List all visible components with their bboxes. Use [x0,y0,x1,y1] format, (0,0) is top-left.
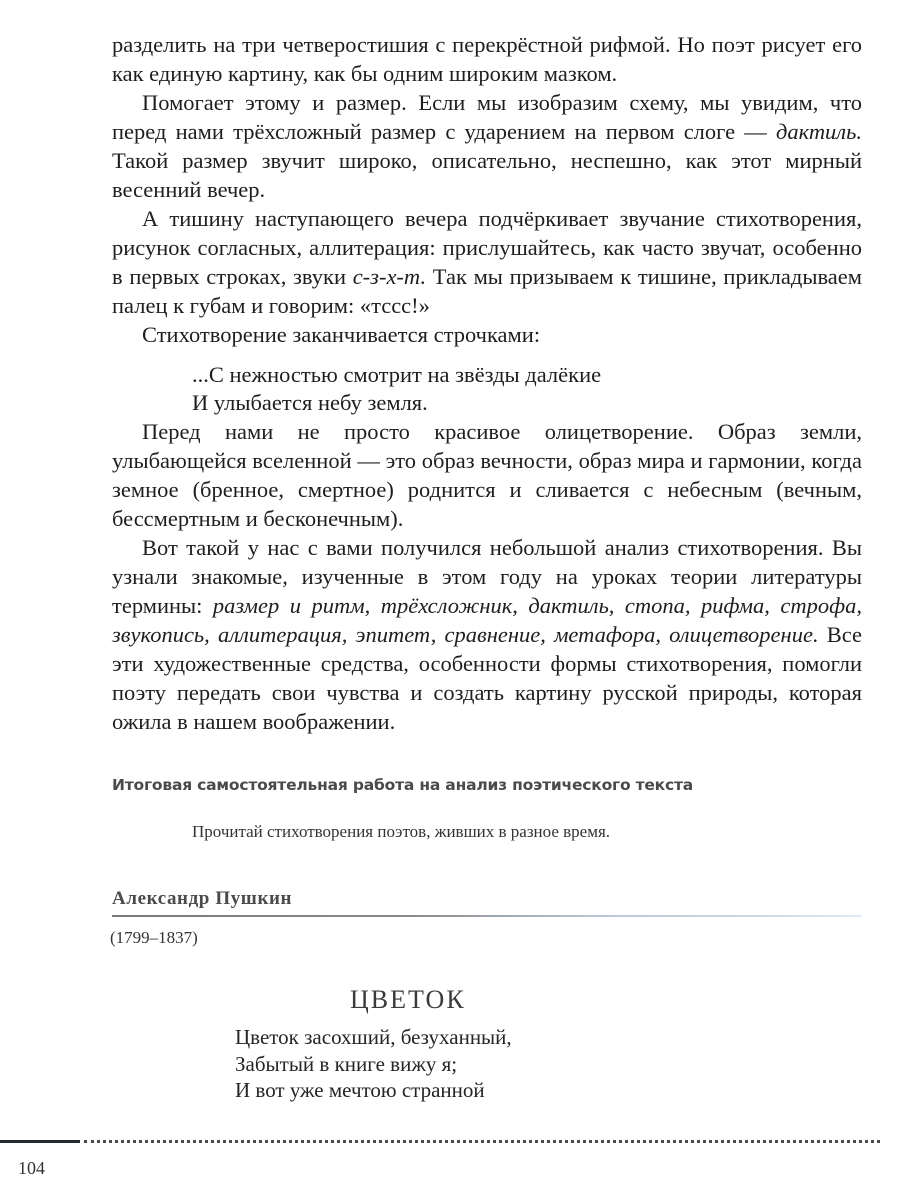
poem-text [235,1024,512,1104]
paragraph-3-text-end: Так мы призываем к тишине, прикладываем палец к губам и говорим: «тссс!» [112,264,862,318]
poem-line: И вот уже мечтою странной [235,1078,485,1102]
paragraph-2-text-end: Такой размер звучит широко, описательно, неспешно, как этот мирный весенний вечер. [112,148,862,202]
paragraph-3 [112,204,862,320]
author-divider [112,915,862,917]
paragraph-1-text: разделить на три четверостишия с перекрёстной рифмой. Но поэт рисует его как единую картину, как бы одним широким мазком. [112,32,862,86]
paragraph-6-text-end: Все эти художественные средства, особенности формы стихотворения, помогли поэту передать свои чувства и создать картину русской природы, которая ожила в нашем воображении. [112,622,862,734]
paragraph-2-text: Помогает этому и размер. Если мы изобразим схему, мы увидим, что перед нами трёхсложный размер с ударением на первом слоге — [112,90,862,144]
quote-line: ...С нежностью смотрит на звёзды далёкие [192,362,602,387]
paragraph-4-text: Стихотворение заканчивается строчками: [142,322,541,347]
poem-line: Забытый в книге вижу я; [235,1051,458,1076]
poem-title: ЦВЕТОК [350,985,466,1014]
section-heading: Итоговая самостоятельная работа на анализ поэтического текста [112,776,694,794]
paragraph-4 [112,320,862,349]
paragraph-1 [112,30,862,88]
page-number: 104 [18,1158,45,1178]
poem-quote [192,361,862,417]
sounds-example: с-з-х-т. [352,264,427,289]
quote-line: И улыбается небу земля. [192,390,428,415]
paragraph-6-text: Вот такой у нас с вами получился небольшой анализ стихотворения. Вы узнали знакомые, изученные в этом году на уроках теории литературы термины: [112,535,862,618]
term-dactyl: дактиль. [775,119,862,144]
poem-line: Цветок засохший, безуханный, [235,1025,512,1049]
paragraph-6 [112,533,862,736]
footer-rule [0,1140,80,1143]
author-name: Александр Пушкин [112,888,293,909]
paragraph-2 [112,88,862,204]
paragraph-3-text: А тишину наступающего вечера подчёркивает звучание стихотворения, рисунок согласных, аллитерация: прислушайтесь, как часто звучат, особенно в первых строках, звуки [112,206,862,289]
instruction-text: Прочитай стихотворения поэтов, живших в разное время. [192,822,611,841]
footer-dotted-rule [84,1140,880,1143]
literary-terms-list: размер и ритм, трёхсложник, дактиль, стопа, рифма, строфа, звукопись, аллитерация, эпитет, сравнение, метафора, олицетворение. [112,593,862,647]
paragraph-5-text: Перед нами не просто красивое олицетворение. Образ земли, улыбающейся вселенной — это образ вечности, образ мира и гармонии, когда земное (бренное, смертное) роднится и сливается с небесным (вечным, бессмертным и бесконечным). [112,419,862,531]
main-text [112,30,862,736]
paragraph-5 [112,417,862,533]
author-years: (1799–1837) [110,928,198,947]
